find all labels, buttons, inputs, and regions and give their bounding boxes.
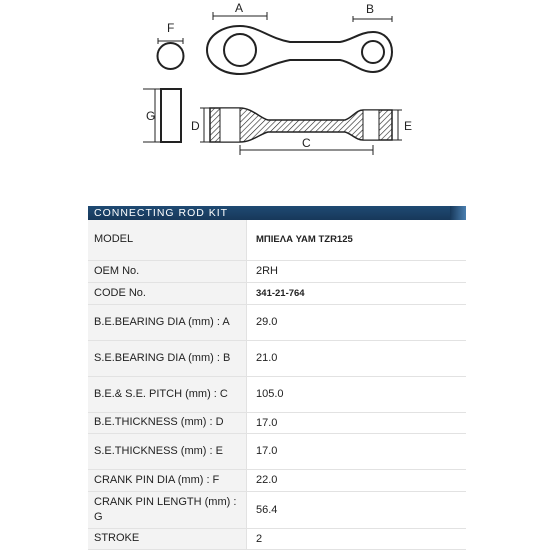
dim-label-e: E xyxy=(404,119,413,133)
row-value: 22.0 xyxy=(247,469,467,491)
row-label: MODEL xyxy=(88,220,247,260)
table-row xyxy=(88,304,466,340)
dim-label-b: B xyxy=(366,2,375,16)
table-row xyxy=(88,433,466,469)
row-label: STROKE xyxy=(88,528,247,549)
table-row xyxy=(88,491,466,528)
table-row xyxy=(88,260,466,282)
row-label: S.E.THICKNESS (mm) : E xyxy=(88,433,247,469)
crank-pin-top-view xyxy=(158,21,184,69)
table-title: CONNECTING ROD KIT xyxy=(88,206,466,220)
table-row xyxy=(88,376,466,412)
table-row xyxy=(88,528,466,549)
rod-section-view xyxy=(191,108,412,155)
row-label: OEM No. xyxy=(88,260,247,282)
row-label: CRANK PIN DIA (mm) : F xyxy=(88,469,247,491)
dim-label-d: D xyxy=(191,119,200,133)
crank-pin-side-view xyxy=(143,89,181,142)
row-value: ΜΠΙΕΛΑ YAM TZR125 xyxy=(247,220,467,260)
row-value: 17.0 xyxy=(247,433,467,469)
row-value: 17.0 xyxy=(247,412,467,433)
table-row xyxy=(88,469,466,491)
rod-top-view xyxy=(207,1,392,74)
table-row xyxy=(88,220,466,260)
row-label: CODE No. xyxy=(88,282,247,304)
dim-label-f: F xyxy=(167,21,175,35)
dim-label-g: G xyxy=(146,109,156,123)
row-value: 341-21-764 xyxy=(247,282,467,304)
spec-table xyxy=(88,206,466,550)
row-label: B.E.BEARING DIA (mm) : A xyxy=(88,304,247,340)
row-label: CRANK PIN LENGTH (mm) : G xyxy=(88,491,247,528)
dim-label-c: C xyxy=(302,136,311,150)
row-value: 29.0 xyxy=(247,304,467,340)
row-label: B.E.THICKNESS (mm) : D xyxy=(88,412,247,433)
dim-label-a: A xyxy=(235,1,244,15)
table-row xyxy=(88,412,466,433)
row-value: 21.0 xyxy=(247,340,467,376)
row-label: S.E.BEARING DIA (mm) : B xyxy=(88,340,247,376)
table-row xyxy=(88,282,466,304)
row-value: 2 xyxy=(247,528,467,549)
row-value: 2RH xyxy=(247,260,467,282)
row-value: 56.4 xyxy=(247,491,467,528)
connecting-rod-diagram xyxy=(0,0,550,200)
row-label: B.E.& S.E. PITCH (mm) : C xyxy=(88,376,247,412)
table-row xyxy=(88,340,466,376)
row-value: 105.0 xyxy=(247,376,467,412)
